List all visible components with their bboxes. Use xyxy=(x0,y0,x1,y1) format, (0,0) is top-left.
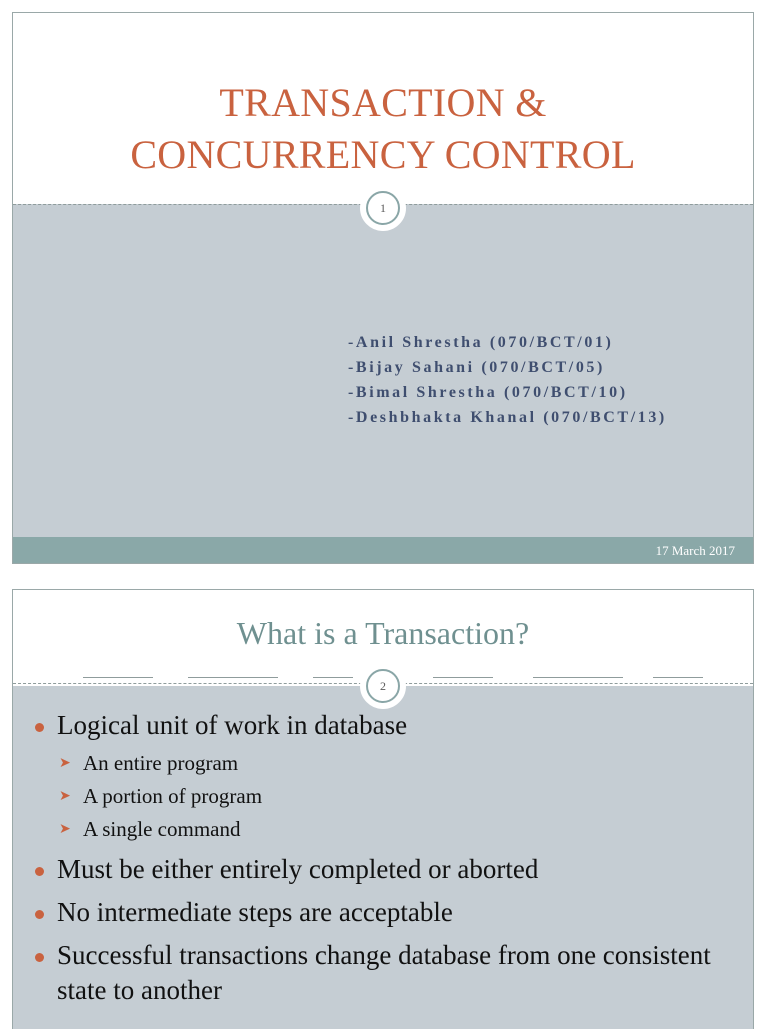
author-4: -Deshbhakta Khanal (070/BCT/13) xyxy=(348,409,667,426)
arrow-bullet-icon: ➤ xyxy=(59,756,71,771)
author-3: -Bimal Shrestha (070/BCT/10) xyxy=(348,384,628,401)
author-2: -Bijay Sahani (070/BCT/05) xyxy=(348,359,605,376)
author-1: -Anil Shrestha (070/BCT/01) xyxy=(348,334,614,351)
slide-title xyxy=(13,77,753,181)
bullet-item: Logical unit of work in database xyxy=(35,708,735,743)
slide-number: 1 xyxy=(366,191,400,225)
bullet-list xyxy=(35,708,735,1016)
slide-number: 2 xyxy=(366,669,400,703)
bullet-item: Must be either entirely completed or aborted xyxy=(35,852,735,887)
slide-2 xyxy=(12,589,754,1029)
bullet-item: Successful transactions change database from one consistent state to another xyxy=(35,938,735,1008)
sub-bullet-item: ➤ An entire program xyxy=(35,747,735,780)
bullet-item: No intermediate steps are acceptable xyxy=(35,895,735,930)
bullet-dot-icon xyxy=(35,953,44,962)
arrow-bullet-icon: ➤ xyxy=(59,822,71,837)
slide-title: What is a Transaction? xyxy=(236,615,530,651)
slide-number-badge xyxy=(360,185,406,231)
authors-list xyxy=(348,330,667,430)
bullet-dot-icon xyxy=(35,910,44,919)
bullet-dot-icon xyxy=(35,867,44,876)
footer-bar xyxy=(13,537,753,564)
sub-bullet-item: ➤ A single command xyxy=(35,813,735,846)
title-line-2: CONCURRENCY CONTROL xyxy=(130,132,636,177)
arrow-bullet-icon: ➤ xyxy=(59,789,71,804)
slide-1 xyxy=(12,12,754,564)
sub-bullet-item: ➤ A portion of program xyxy=(35,780,735,813)
sub-bullet-list xyxy=(35,747,735,846)
bullet-dot-icon xyxy=(35,723,44,732)
footer-date: 17 March 2017 xyxy=(655,543,735,558)
title-line-1: TRANSACTION & xyxy=(219,80,547,125)
slide-number-badge xyxy=(360,663,406,709)
